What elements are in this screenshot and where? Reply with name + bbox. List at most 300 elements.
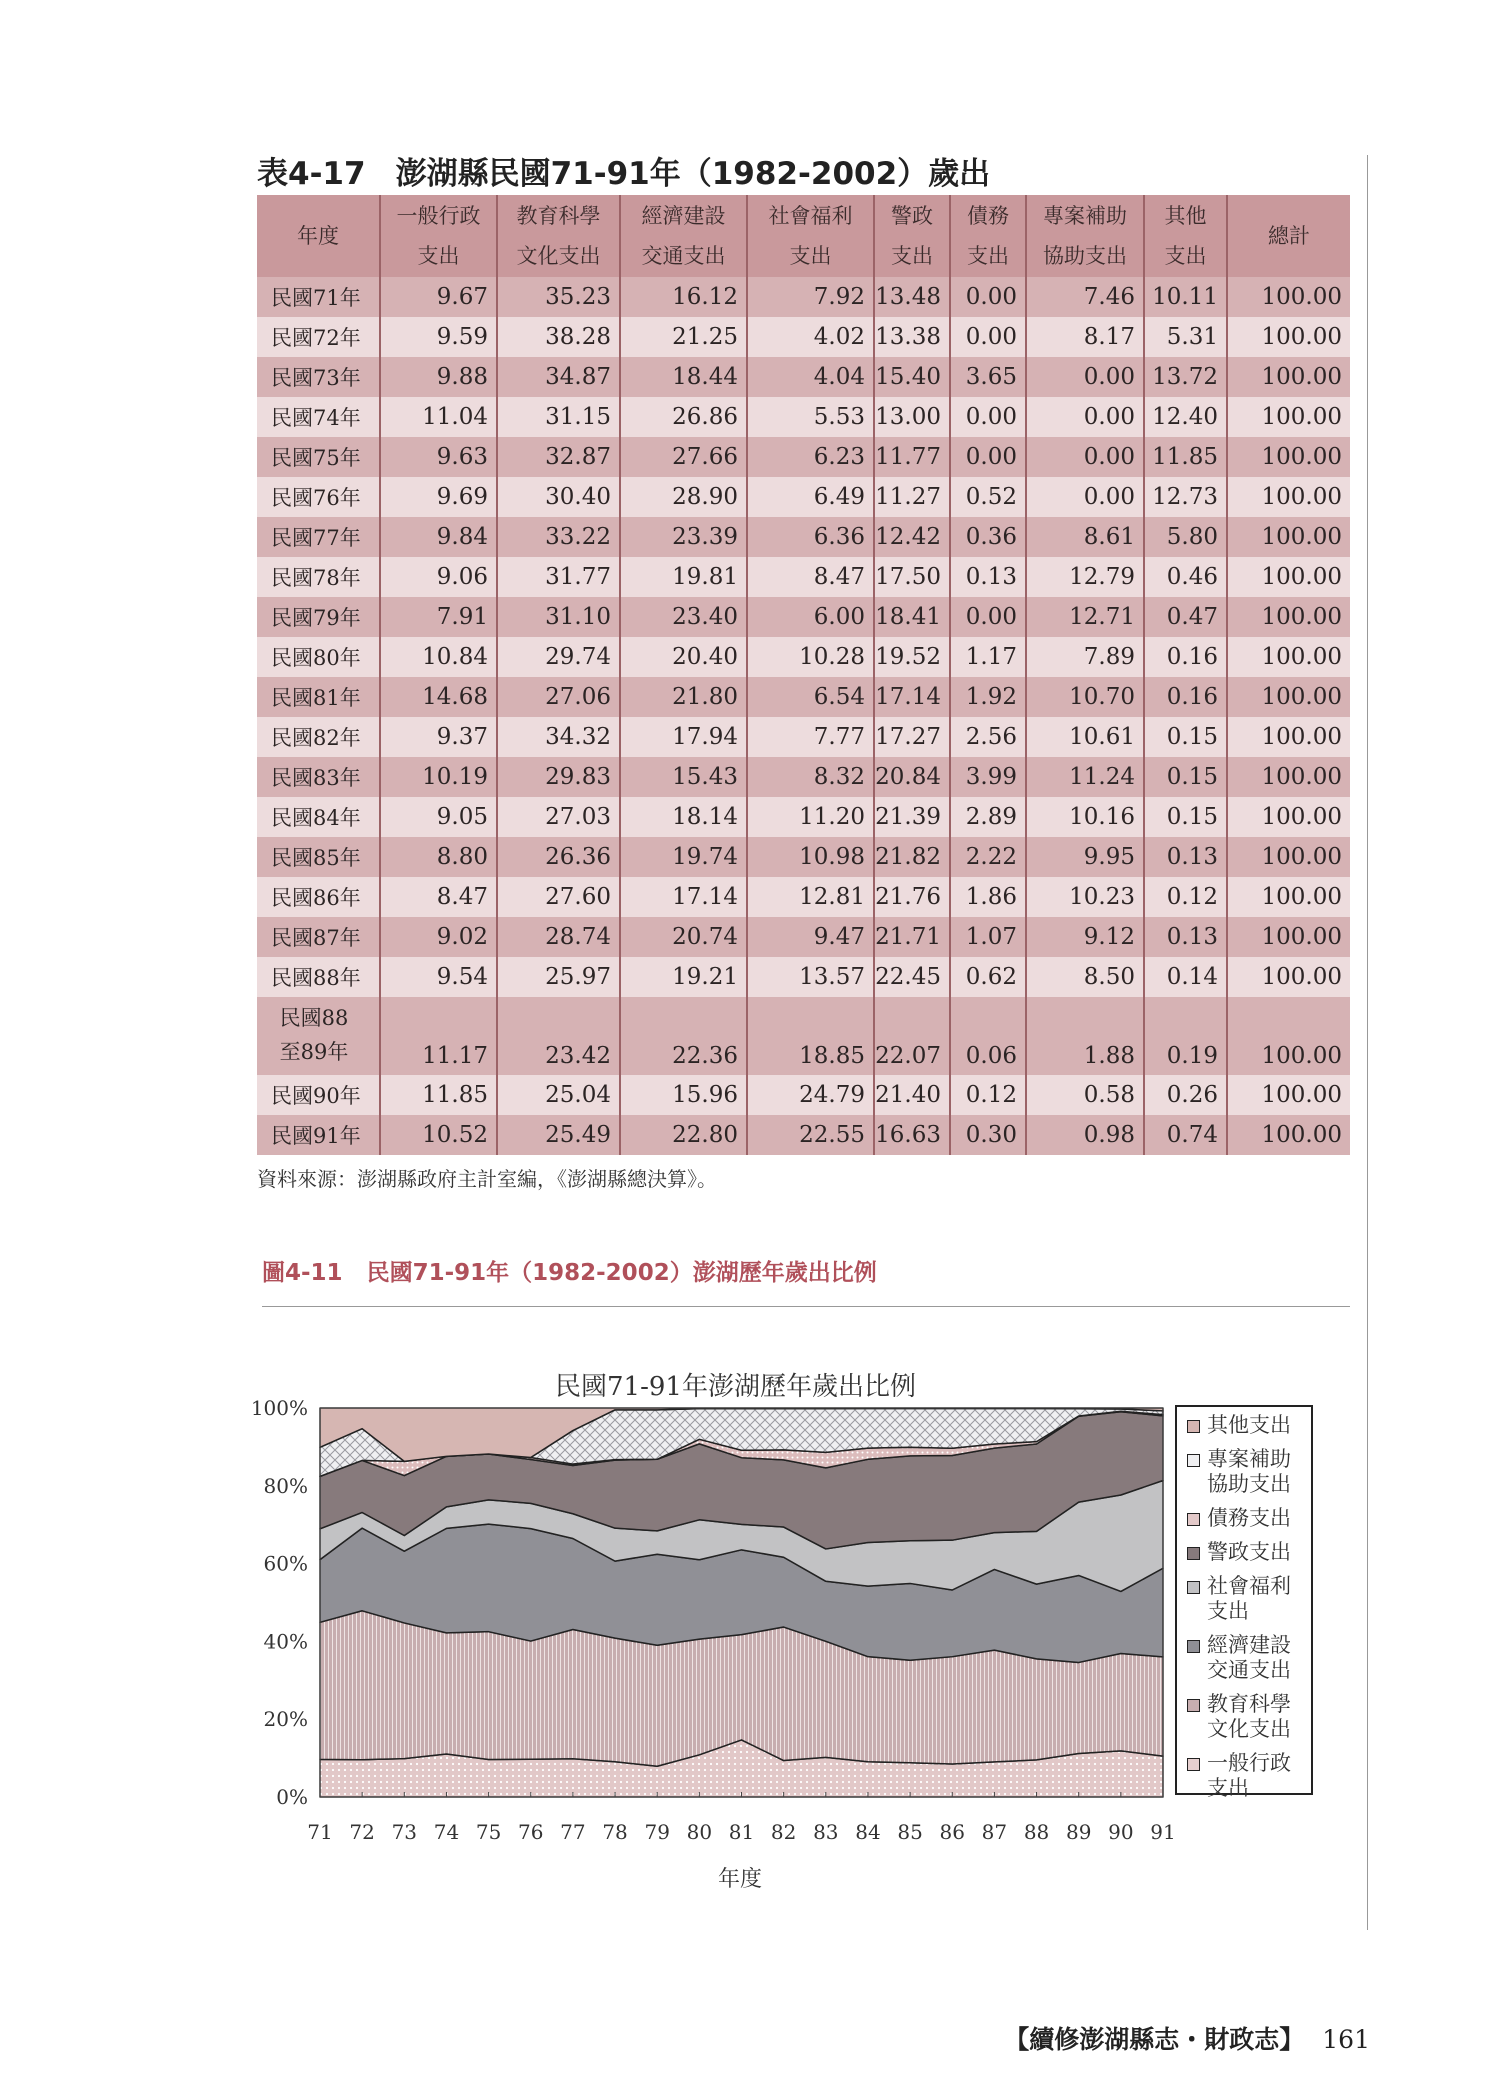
legend-swatch-icon xyxy=(1187,1547,1200,1560)
legend-item xyxy=(1187,1506,1311,1531)
value-cell: 3.99 xyxy=(950,757,1026,797)
value-cell: 100.00 xyxy=(1227,957,1350,997)
value-cell: 9.54 xyxy=(380,957,497,997)
value-cell: 8.47 xyxy=(380,877,497,917)
value-cell: 13.48 xyxy=(874,277,950,317)
legend-item xyxy=(1187,1447,1311,1497)
legend-item xyxy=(1187,1633,1311,1683)
value-cell: 11.27 xyxy=(874,477,950,517)
value-cell: 100.00 xyxy=(1227,557,1350,597)
value-cell: 29.83 xyxy=(497,757,620,797)
value-cell: 34.32 xyxy=(497,717,620,757)
value-cell: 6.49 xyxy=(747,477,874,517)
value-cell: 9.95 xyxy=(1026,837,1144,877)
value-cell: 100.00 xyxy=(1227,1115,1350,1155)
value-cell: 8.61 xyxy=(1026,517,1144,557)
value-cell: 0.00 xyxy=(950,277,1026,317)
value-cell: 3.65 xyxy=(950,357,1026,397)
value-cell: 7.77 xyxy=(747,717,874,757)
value-cell: 8.17 xyxy=(1026,317,1144,357)
value-cell: 25.97 xyxy=(497,957,620,997)
legend-label xyxy=(1207,1574,1291,1624)
x-tick-label: 83 xyxy=(813,1820,839,1844)
book-title: 【續修澎湖縣志・財政志】 xyxy=(1004,2025,1305,2054)
value-cell: 0.00 xyxy=(950,317,1026,357)
header-line: 支出 xyxy=(967,244,1009,268)
value-cell: 100.00 xyxy=(1227,397,1350,437)
value-cell: 22.45 xyxy=(874,957,950,997)
value-cell: 0.19 xyxy=(1144,997,1227,1075)
value-cell: 100.00 xyxy=(1227,677,1350,717)
value-cell: 6.36 xyxy=(747,517,874,557)
x-tick-label: 84 xyxy=(855,1820,881,1844)
legend-item xyxy=(1187,1692,1311,1742)
table-row xyxy=(257,397,1350,437)
x-tick-label: 85 xyxy=(897,1820,923,1844)
legend-item xyxy=(1187,1574,1311,1624)
legend-line: 其他支出 xyxy=(1207,1413,1291,1437)
legend-line: 文化支出 xyxy=(1207,1717,1291,1741)
column-header xyxy=(380,195,497,277)
value-cell: 5.53 xyxy=(747,397,874,437)
value-cell: 100.00 xyxy=(1227,277,1350,317)
value-cell: 11.85 xyxy=(380,1075,497,1115)
header-line: 其他 xyxy=(1164,204,1207,228)
header-line: 支出 xyxy=(789,244,832,268)
column-header xyxy=(1026,195,1144,277)
value-cell: 10.52 xyxy=(380,1115,497,1155)
value-cell: 9.12 xyxy=(1026,917,1144,957)
value-cell: 1.92 xyxy=(950,677,1026,717)
value-cell: 26.36 xyxy=(497,837,620,877)
value-cell: 13.72 xyxy=(1144,357,1227,397)
value-cell: 0.00 xyxy=(950,397,1026,437)
value-cell: 21.39 xyxy=(874,797,950,837)
year-cell: 民國86年 xyxy=(257,877,380,917)
column-header xyxy=(874,195,950,277)
legend-line: 專案補助 xyxy=(1207,1447,1291,1471)
legend-line: 債務支出 xyxy=(1207,1506,1291,1530)
value-cell: 11.20 xyxy=(747,797,874,837)
value-cell: 23.42 xyxy=(497,997,620,1075)
legend-swatch-icon xyxy=(1187,1758,1200,1771)
year-cell: 民國88 至89年 xyxy=(257,997,380,1075)
value-cell: 100.00 xyxy=(1227,317,1350,357)
table-title xyxy=(257,148,990,193)
table-row xyxy=(257,637,1350,677)
year-cell: 民國90年 xyxy=(257,1075,380,1115)
value-cell: 19.74 xyxy=(620,837,747,877)
x-tick-label: 75 xyxy=(475,1820,502,1844)
value-cell: 18.44 xyxy=(620,357,747,397)
table-row xyxy=(257,917,1350,957)
legend-label xyxy=(1207,1447,1291,1497)
year-cell: 民國76年 xyxy=(257,477,380,517)
column-header xyxy=(497,195,620,277)
value-cell: 10.19 xyxy=(380,757,497,797)
table-row xyxy=(257,597,1350,637)
value-cell: 4.02 xyxy=(747,317,874,357)
year-cell: 民國74年 xyxy=(257,397,380,437)
value-cell: 9.47 xyxy=(747,917,874,957)
value-cell: 9.67 xyxy=(380,277,497,317)
value-cell: 0.15 xyxy=(1144,797,1227,837)
legend-label xyxy=(1207,1751,1291,1801)
figure-caption: 民國71-91年（1982-2002）澎湖歷年歲出比例 xyxy=(366,1260,877,1286)
value-cell: 9.63 xyxy=(380,437,497,477)
header-line: 文化支出 xyxy=(516,244,601,268)
value-cell: 7.89 xyxy=(1026,637,1144,677)
year-cell: 民國81年 xyxy=(257,677,380,717)
value-cell: 25.49 xyxy=(497,1115,620,1155)
value-cell: 10.61 xyxy=(1026,717,1144,757)
value-cell: 0.00 xyxy=(950,437,1026,477)
legend-swatch-icon xyxy=(1187,1581,1200,1594)
value-cell: 8.50 xyxy=(1026,957,1144,997)
value-cell: 6.00 xyxy=(747,597,874,637)
value-cell: 23.39 xyxy=(620,517,747,557)
value-cell: 16.63 xyxy=(874,1115,950,1155)
x-tick-label: 80 xyxy=(686,1820,713,1844)
page-number: 161 xyxy=(1322,2025,1370,2054)
value-cell: 0.00 xyxy=(1026,437,1144,477)
value-cell: 0.62 xyxy=(950,957,1026,997)
value-cell: 33.22 xyxy=(497,517,620,557)
value-cell: 21.71 xyxy=(874,917,950,957)
value-cell: 13.57 xyxy=(747,957,874,997)
x-tick-label: 82 xyxy=(770,1820,797,1844)
value-cell: 28.74 xyxy=(497,917,620,957)
column-header xyxy=(620,195,747,277)
value-cell: 17.14 xyxy=(874,677,950,717)
legend-line: 支出 xyxy=(1207,1599,1249,1623)
stacked-area-chart xyxy=(240,1395,1180,1855)
table-title-text: 澎湖縣民國71-91年（1982-2002）歲出 xyxy=(395,156,991,192)
value-cell: 100.00 xyxy=(1227,1075,1350,1115)
expenditure-table xyxy=(257,195,1350,1155)
table-row xyxy=(257,677,1350,717)
table-row xyxy=(257,317,1350,357)
value-cell: 0.00 xyxy=(950,597,1026,637)
value-cell: 15.40 xyxy=(874,357,950,397)
header-line: 專案補助 xyxy=(1043,204,1127,228)
year-cell: 民國87年 xyxy=(257,917,380,957)
legend-label xyxy=(1207,1413,1291,1438)
value-cell: 26.86 xyxy=(620,397,747,437)
value-cell: 0.52 xyxy=(950,477,1026,517)
value-cell: 9.88 xyxy=(380,357,497,397)
legend-swatch-icon xyxy=(1187,1640,1200,1653)
value-cell: 0.30 xyxy=(950,1115,1026,1155)
value-cell: 12.79 xyxy=(1026,557,1144,597)
header-line: 年度 xyxy=(297,224,339,248)
value-cell: 27.66 xyxy=(620,437,747,477)
value-cell: 11.24 xyxy=(1026,757,1144,797)
value-cell: 100.00 xyxy=(1227,597,1350,637)
value-cell: 100.00 xyxy=(1227,517,1350,557)
year-cell: 民國84年 xyxy=(257,797,380,837)
value-cell: 100.00 xyxy=(1227,877,1350,917)
table-row xyxy=(257,837,1350,877)
header-line: 總計 xyxy=(1268,224,1310,248)
table-row xyxy=(257,997,1350,1075)
value-cell: 13.00 xyxy=(874,397,950,437)
table-row xyxy=(257,1075,1350,1115)
value-cell: 31.15 xyxy=(497,397,620,437)
value-cell: 31.10 xyxy=(497,597,620,637)
value-cell: 1.07 xyxy=(950,917,1026,957)
table-row xyxy=(257,477,1350,517)
value-cell: 12.71 xyxy=(1026,597,1144,637)
value-cell: 11.17 xyxy=(380,997,497,1075)
column-header xyxy=(257,195,380,277)
value-cell: 9.02 xyxy=(380,917,497,957)
value-cell: 0.13 xyxy=(950,557,1026,597)
value-cell: 0.00 xyxy=(1026,397,1144,437)
x-tick-label: 87 xyxy=(981,1820,1008,1844)
value-cell: 8.80 xyxy=(380,837,497,877)
value-cell: 21.25 xyxy=(620,317,747,357)
year-cell: 民國82年 xyxy=(257,717,380,757)
value-cell: 35.23 xyxy=(497,277,620,317)
column-header xyxy=(747,195,874,277)
legend-line: 教育科學 xyxy=(1207,1692,1291,1716)
value-cell: 21.80 xyxy=(620,677,747,717)
chart-title: 民國71-91年澎湖歷年歲出比例 xyxy=(555,1372,916,1402)
legend-label xyxy=(1207,1506,1291,1531)
chart-legend xyxy=(1175,1405,1313,1800)
year-cell: 民國71年 xyxy=(257,277,380,317)
legend-swatch-icon xyxy=(1187,1454,1200,1467)
legend-line: 協助支出 xyxy=(1207,1472,1291,1496)
x-tick-label: 89 xyxy=(1065,1820,1092,1844)
value-cell: 12.81 xyxy=(747,877,874,917)
value-cell: 31.77 xyxy=(497,557,620,597)
legend-swatch-icon xyxy=(1187,1699,1200,1712)
legend-item xyxy=(1187,1751,1311,1801)
value-cell: 9.84 xyxy=(380,517,497,557)
value-cell: 20.40 xyxy=(620,637,747,677)
legend-line: 一般行政 xyxy=(1207,1751,1291,1775)
value-cell: 20.74 xyxy=(620,917,747,957)
value-cell: 5.80 xyxy=(1144,517,1227,557)
value-cell: 17.14 xyxy=(620,877,747,917)
value-cell: 2.89 xyxy=(950,797,1026,837)
value-cell: 19.21 xyxy=(620,957,747,997)
value-cell: 27.60 xyxy=(497,877,620,917)
value-cell: 100.00 xyxy=(1227,797,1350,837)
table-row xyxy=(257,877,1350,917)
divider xyxy=(262,1306,1350,1307)
table-row xyxy=(257,717,1350,757)
x-tick-label: 77 xyxy=(560,1820,586,1844)
value-cell: 0.15 xyxy=(1144,717,1227,757)
value-cell: 20.84 xyxy=(874,757,950,797)
value-cell: 32.87 xyxy=(497,437,620,477)
value-cell: 34.87 xyxy=(497,357,620,397)
value-cell: 17.94 xyxy=(620,717,747,757)
header-line: 債務 xyxy=(967,204,1009,228)
value-cell: 9.37 xyxy=(380,717,497,757)
value-cell: 1.86 xyxy=(950,877,1026,917)
value-cell: 100.00 xyxy=(1227,477,1350,517)
y-tick-label: 0% xyxy=(276,1785,308,1809)
value-cell: 11.85 xyxy=(1144,437,1227,477)
value-cell: 6.54 xyxy=(747,677,874,717)
x-tick-label: 76 xyxy=(518,1820,544,1844)
value-cell: 0.26 xyxy=(1144,1075,1227,1115)
y-tick-label: 40% xyxy=(263,1629,308,1654)
table-row xyxy=(257,437,1350,477)
value-cell: 10.23 xyxy=(1026,877,1144,917)
value-cell: 21.82 xyxy=(874,837,950,877)
value-cell: 27.06 xyxy=(497,677,620,717)
value-cell: 29.74 xyxy=(497,637,620,677)
value-cell: 16.12 xyxy=(620,277,747,317)
legend-line: 支出 xyxy=(1207,1776,1249,1800)
header-line: 經濟建設 xyxy=(641,204,726,228)
value-cell: 10.11 xyxy=(1144,277,1227,317)
year-cell: 民國75年 xyxy=(257,437,380,477)
value-cell: 0.12 xyxy=(950,1075,1026,1115)
value-cell: 0.12 xyxy=(1144,877,1227,917)
value-cell: 19.52 xyxy=(874,637,950,677)
value-cell: 18.41 xyxy=(874,597,950,637)
value-cell: 8.32 xyxy=(747,757,874,797)
x-axis-label: 年度 xyxy=(718,1867,763,1892)
value-cell: 9.05 xyxy=(380,797,497,837)
y-tick-label: 100% xyxy=(250,1396,308,1420)
x-tick-label: 73 xyxy=(391,1820,418,1844)
y-tick-label: 80% xyxy=(263,1473,308,1498)
x-tick-label: 79 xyxy=(644,1820,670,1844)
legend-line: 經濟建設 xyxy=(1207,1633,1291,1657)
column-header xyxy=(1144,195,1227,277)
value-cell: 14.68 xyxy=(380,677,497,717)
x-tick-label: 72 xyxy=(349,1820,375,1844)
year-cell: 民國88年 xyxy=(257,957,380,997)
legend-label xyxy=(1207,1540,1291,1565)
value-cell: 10.16 xyxy=(1026,797,1144,837)
value-cell: 100.00 xyxy=(1227,997,1350,1075)
value-cell: 7.91 xyxy=(380,597,497,637)
x-tick-label: 81 xyxy=(728,1820,755,1844)
value-cell: 18.14 xyxy=(620,797,747,837)
year-cell: 民國91年 xyxy=(257,1115,380,1155)
value-cell: 0.13 xyxy=(1144,837,1227,877)
value-cell: 0.06 xyxy=(950,997,1026,1075)
value-cell: 0.16 xyxy=(1144,637,1227,677)
value-cell: 9.06 xyxy=(380,557,497,597)
value-cell: 21.76 xyxy=(874,877,950,917)
column-header xyxy=(950,195,1026,277)
header-line: 教育科學 xyxy=(516,204,601,228)
value-cell: 24.79 xyxy=(747,1075,874,1115)
value-cell: 0.00 xyxy=(1026,477,1144,517)
value-cell: 10.70 xyxy=(1026,677,1144,717)
column-header xyxy=(1227,195,1350,277)
table-row xyxy=(257,757,1350,797)
value-cell: 17.27 xyxy=(874,717,950,757)
value-cell: 22.55 xyxy=(747,1115,874,1155)
year-cell: 民國78年 xyxy=(257,557,380,597)
value-cell: 0.13 xyxy=(1144,917,1227,957)
legend-item xyxy=(1187,1540,1311,1565)
x-tick-label: 74 xyxy=(433,1820,460,1844)
table-row xyxy=(257,357,1350,397)
legend-line: 社會福利 xyxy=(1207,1574,1291,1598)
table-source: 資料來源：澎湖縣政府主計室編，《澎湖縣總決算》。 xyxy=(257,1167,717,1191)
header-line: 支出 xyxy=(1164,244,1207,268)
value-cell: 7.46 xyxy=(1026,277,1144,317)
value-cell: 10.84 xyxy=(380,637,497,677)
value-cell: 19.81 xyxy=(620,557,747,597)
figure-title xyxy=(262,1254,877,1287)
value-cell: 100.00 xyxy=(1227,637,1350,677)
legend-swatch-icon xyxy=(1187,1420,1200,1433)
value-cell: 0.46 xyxy=(1144,557,1227,597)
table-row xyxy=(257,1115,1350,1155)
value-cell: 100.00 xyxy=(1227,917,1350,957)
x-tick-label: 91 xyxy=(1150,1820,1176,1844)
legend-label xyxy=(1207,1633,1291,1683)
table-row xyxy=(257,557,1350,597)
value-cell: 22.80 xyxy=(620,1115,747,1155)
header-line: 警政 xyxy=(891,204,933,228)
x-tick-label: 90 xyxy=(1108,1820,1134,1844)
value-cell: 1.17 xyxy=(950,637,1026,677)
year-cell: 民國80年 xyxy=(257,637,380,677)
value-cell: 7.92 xyxy=(747,277,874,317)
year-cell: 民國83年 xyxy=(257,757,380,797)
page-footer xyxy=(1004,2020,1370,2056)
header-line: 支出 xyxy=(891,244,933,268)
y-tick-label: 20% xyxy=(263,1707,308,1732)
value-cell: 0.00 xyxy=(1026,357,1144,397)
value-cell: 0.14 xyxy=(1144,957,1227,997)
value-cell: 2.22 xyxy=(950,837,1026,877)
value-cell: 10.28 xyxy=(747,637,874,677)
value-cell: 100.00 xyxy=(1227,437,1350,477)
table-row xyxy=(257,517,1350,557)
value-cell: 9.59 xyxy=(380,317,497,357)
value-cell: 8.47 xyxy=(747,557,874,597)
value-cell: 4.04 xyxy=(747,357,874,397)
value-cell: 11.77 xyxy=(874,437,950,477)
year-cell: 民國72年 xyxy=(257,317,380,357)
legend-label xyxy=(1207,1692,1291,1742)
header-line: 協助支出 xyxy=(1043,244,1127,268)
value-cell: 100.00 xyxy=(1227,357,1350,397)
margin-rule xyxy=(1367,155,1368,1930)
header-line: 社會福利 xyxy=(768,204,853,228)
value-cell: 1.88 xyxy=(1026,997,1144,1075)
x-tick-label: 86 xyxy=(939,1820,965,1844)
value-cell: 100.00 xyxy=(1227,837,1350,877)
x-tick-label: 71 xyxy=(307,1820,333,1844)
value-cell: 25.04 xyxy=(497,1075,620,1115)
value-cell: 17.50 xyxy=(874,557,950,597)
year-cell: 民國79年 xyxy=(257,597,380,637)
value-cell: 100.00 xyxy=(1227,757,1350,797)
legend-swatch-icon xyxy=(1187,1513,1200,1526)
year-cell: 民國77年 xyxy=(257,517,380,557)
legend-item xyxy=(1187,1413,1311,1438)
value-cell: 18.85 xyxy=(747,997,874,1075)
table-number: 表4-17 xyxy=(257,156,366,192)
value-cell: 0.58 xyxy=(1026,1075,1144,1115)
value-cell: 15.96 xyxy=(620,1075,747,1115)
